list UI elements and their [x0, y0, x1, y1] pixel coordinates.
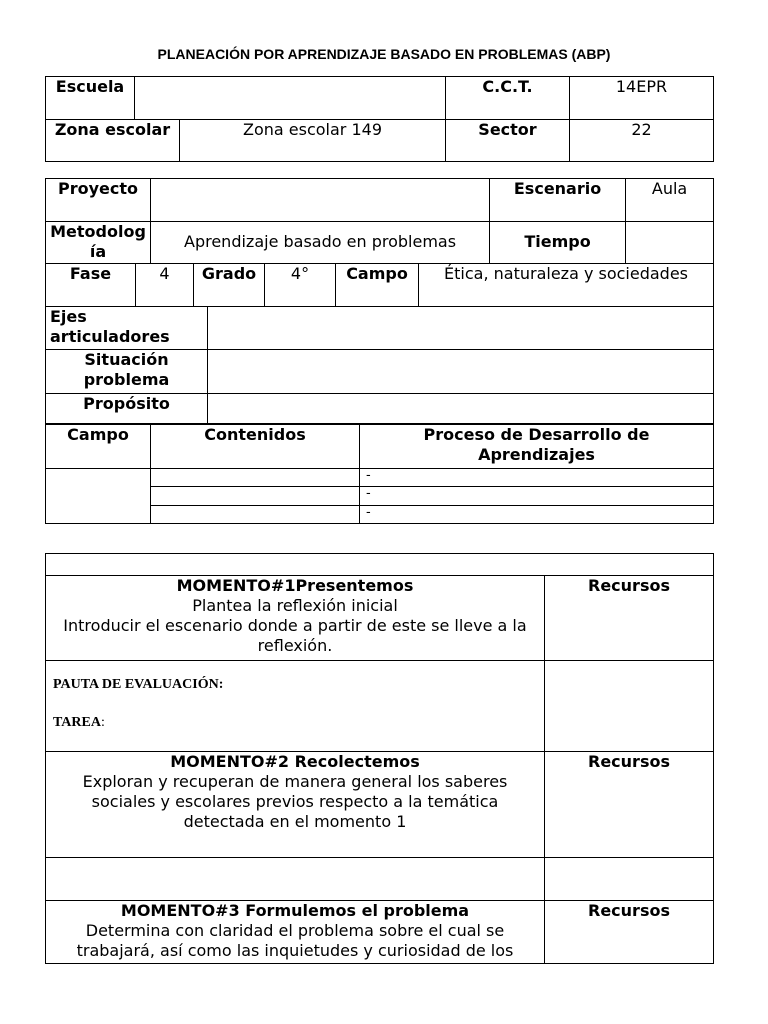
school-info-table	[45, 76, 714, 162]
contents-table	[45, 424, 714, 524]
contenido-cell[interactable]	[151, 487, 360, 506]
momento-1-cell	[46, 576, 545, 661]
momento-2-title: MOMENTO#2 Recolectemos	[170, 752, 420, 771]
cct-field[interactable]: 14EPR	[570, 77, 714, 120]
pda-cell[interactable]: -	[360, 487, 714, 506]
pauta-label: PAUTA DE EVALUACIÓN:	[53, 677, 224, 692]
campo-field[interactable]: Ética, naturaleza y sociedades	[419, 264, 714, 307]
metodologia-label: Metodología	[46, 222, 151, 264]
ejes-field[interactable]	[208, 307, 714, 350]
tiempo-label: Tiempo	[490, 222, 626, 264]
proposito-field[interactable]	[208, 394, 714, 424]
escuela-label: Escuela	[46, 77, 135, 120]
momento-1-line2: Introducir el escenario donde a partir de este se lleve a la reflexión.	[63, 616, 527, 655]
momento-2-text: Exploran y recuperan de manera general los saberes sociales y escolares previos respecto a la temática detectada en el momento 1	[82, 772, 508, 831]
momento-3-title: MOMENTO#3 Formulemos el problema	[120, 901, 470, 920]
campo-label: Campo	[336, 264, 419, 307]
recursos-3-label: Recursos	[545, 901, 714, 964]
escenario-field[interactable]: Aula	[626, 179, 714, 222]
pda-cell[interactable]: -	[360, 469, 714, 487]
contenido-cell[interactable]	[151, 469, 360, 487]
proposito-label: Propósito	[46, 394, 208, 424]
recursos-1-label: Recursos	[545, 576, 714, 661]
situacion-field[interactable]	[208, 350, 714, 394]
tiempo-field[interactable]	[626, 222, 714, 264]
momento-2-notes-field[interactable]	[46, 858, 545, 901]
campo-cell[interactable]	[46, 469, 151, 524]
fase-label: Fase	[46, 264, 136, 307]
proyecto-field[interactable]	[151, 179, 490, 222]
tarea-label: TAREA	[53, 715, 101, 730]
escuela-field[interactable]	[135, 77, 446, 120]
pda-cell[interactable]: -	[360, 506, 714, 524]
momento-1-line1: Plantea la reflexión inicial	[192, 596, 398, 615]
project-table	[45, 178, 714, 424]
tarea-colon: :	[100, 715, 105, 730]
recursos-2-field[interactable]	[545, 858, 714, 901]
moments-table	[45, 553, 714, 964]
grado-field[interactable]: 4°	[265, 264, 336, 307]
col-contenidos-header: Contenidos	[151, 425, 360, 469]
proyecto-label: Proyecto	[46, 179, 151, 222]
grado-label: Grado	[194, 264, 265, 307]
zona-label: Zona escolar	[46, 120, 180, 162]
recursos-2-label: Recursos	[545, 752, 714, 858]
momento-3-cell	[46, 901, 545, 964]
moments-header-blank	[46, 554, 714, 576]
situacion-label: Situación problema	[46, 350, 208, 394]
sector-label: Sector	[446, 120, 570, 162]
fase-field[interactable]: 4	[136, 264, 194, 307]
col-campo-header: Campo	[46, 425, 151, 469]
momento-1-title: MOMENTO#1Presentemos	[176, 576, 414, 595]
metodologia-field[interactable]: Aprendizaje basado en problemas	[151, 222, 490, 264]
escenario-label: Escenario	[490, 179, 626, 222]
sector-field[interactable]: 22	[570, 120, 714, 162]
momento-3-text: Determina con claridad el problema sobre el cual se trabajará, así como las inquietudes y curiosidad de los	[76, 921, 514, 960]
contenido-cell[interactable]	[151, 506, 360, 524]
document-title: PLANEACIÓN POR APRENDIZAJE BASADO EN PROBLEMAS (ABP)	[157, 46, 611, 62]
recursos-1-field[interactable]	[545, 661, 714, 752]
ejes-label: Ejes articuladores	[46, 307, 208, 350]
zona-field[interactable]: Zona escolar 149	[180, 120, 446, 162]
col-pda-header: Proceso de Desarrollo de Aprendizajes	[360, 425, 714, 469]
momento-2-cell	[46, 752, 545, 858]
cct-label: C.C.T.	[446, 77, 570, 120]
pauta-cell[interactable]	[46, 661, 545, 752]
